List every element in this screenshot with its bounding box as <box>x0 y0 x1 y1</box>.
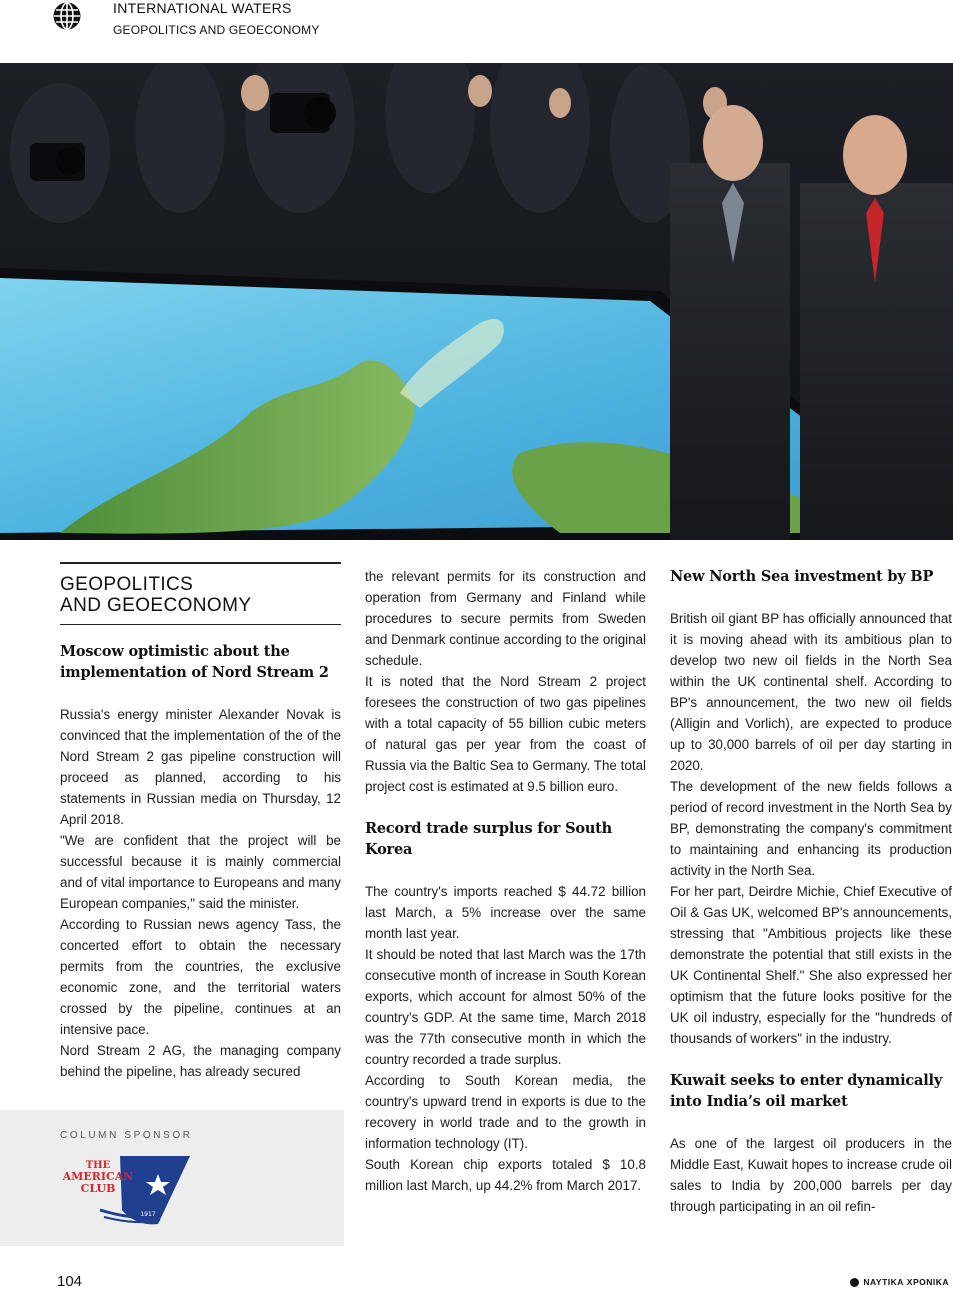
article-paragraph: Russia's energy minister Alexander Novak is convinced that the implementation of the of the Nord Stream 2 gas pipeline construction will proceed as planned, according to his statements in Russian media on Thursday, 12 April 2018. <box>60 707 341 827</box>
article-headline-kuwait: Kuwait seeks to enter dynamically into India’s oil market <box>670 1072 943 1110</box>
publication-brand <box>850 1277 949 1287</box>
section-rule <box>60 624 341 625</box>
logo-text-club: CLUB <box>80 1182 116 1195</box>
article-paragraph: British oil giant BP has officially announced that it is moving ahead with its ambitious plan to develop two new oil fields in the North Sea within the UK continental shelf. According to BP's announcement, the two new oil fields (Alligin and Vorlich), are expected to produce up to 30,000 barrels of oil per day starting in 2020. <box>670 611 952 773</box>
article-paragraph: the relevant permits for its construction and operation from Germany and Finland while procedures to secure permits from Sweden and Denmark continue according to the original schedule. <box>365 569 646 668</box>
article-paragraph: According to Russian news agency Tass, the concerted effort to obtain the necessary permits from the countries, the exclusive economic zone, and the territorial waters crossed by the pipeline, continues at an intensive pace. <box>60 917 341 1037</box>
brand-name: ΝΑΥΤΙΚΑ ΧΡΟΝΙΚΑ <box>863 1277 949 1287</box>
article-paragraph: According to South Korean media, the country's upward trend in exports is due to the recovery in world trade and to the growth in information technology (IT). <box>365 1073 646 1151</box>
column-1 <box>60 562 341 1082</box>
header-subtitle: GEOPOLITICS AND GEOECONOMY <box>113 23 320 37</box>
article-paragraph: It is noted that the Nord Stream 2 project foresees the construction of two gas pipelines with a total capacity of 55 billion cubic meters of natural gas per year from the coast of Russia via the Baltic Sea to Germany. The total project cost is estimated at 9.5 billion euro. <box>365 674 646 794</box>
article-headline-nord-stream: Moscow optimistic about the implementation of Nord Stream 2 <box>60 643 329 681</box>
article-paragraph: Nord Stream 2 AG, the managing company behind the pipeline, has already secured <box>60 1043 341 1079</box>
header-title: INTERNATIONAL WATERS <box>113 0 292 16</box>
section-title: GEOPOLITICS AND GEOECONOMY <box>60 574 252 616</box>
article-paragraph: The country's imports reached $ 44.72 billion last March, a 5% increase over the same month last year. <box>365 884 646 941</box>
article-paragraph: As one of the largest oil producers in the Middle East, Kuwait hopes to increase crude oil sales to India by 200,000 barrels per day through participating in an oil refin- <box>670 1136 952 1214</box>
logo-text-american: AMERICAN <box>62 1170 134 1183</box>
brand-logo-icon <box>850 1278 859 1287</box>
american-club-logo[interactable] <box>60 1154 190 1226</box>
column-2 <box>365 566 646 1196</box>
article-headline-korea: Record trade surplus for South Korea <box>365 820 613 858</box>
page-number: 104 <box>57 1273 83 1290</box>
globe-icon <box>52 1 82 31</box>
column-3 <box>670 566 952 1217</box>
column-sponsor-box <box>0 1110 344 1246</box>
article-paragraph: For her part, Deirdre Michie, Chief Executive of Oil & Gas UK, welcomed BP's announcements, stressing that "Ambitious projects like these demonstrate the potential that still exists in the UK Continental Shelf." She also expressed her optimism that the future looks positive for the UK oil industry, especially for the "hundreds of thousands of workers" in the industry. <box>670 884 952 1046</box>
logo-year: 1917 <box>140 1211 156 1218</box>
logo-text-the: THE <box>85 1160 111 1171</box>
article-paragraph: "We are confident that the project will be successful because it is mainly commercial and of vital importance to Europeans and many European companies," said the minister. <box>60 833 341 911</box>
article-headline-bp: New North Sea investment by BP <box>670 568 934 585</box>
hero-photo <box>0 63 953 540</box>
article-paragraph: The development of the new fields follows a period of record investment in the North Sea by BP, demonstrating the company's commitment to maintaining and enhancing its production activity in the North Sea. <box>670 779 952 878</box>
article-paragraph: South Korean chip exports totaled $ 10.8 million last March, up 44.2% from March 2017. <box>365 1157 646 1193</box>
sponsor-label: COLUMN SPONSOR <box>60 1130 193 1141</box>
article-paragraph: It should be noted that last March was the 17th consecutive month of increase in South Korean exports, which account for almost 50% of the country’s GDP. At the same time, March 2018 was the 77th consecutive month in which the country recorded a trade surplus. <box>365 947 646 1067</box>
